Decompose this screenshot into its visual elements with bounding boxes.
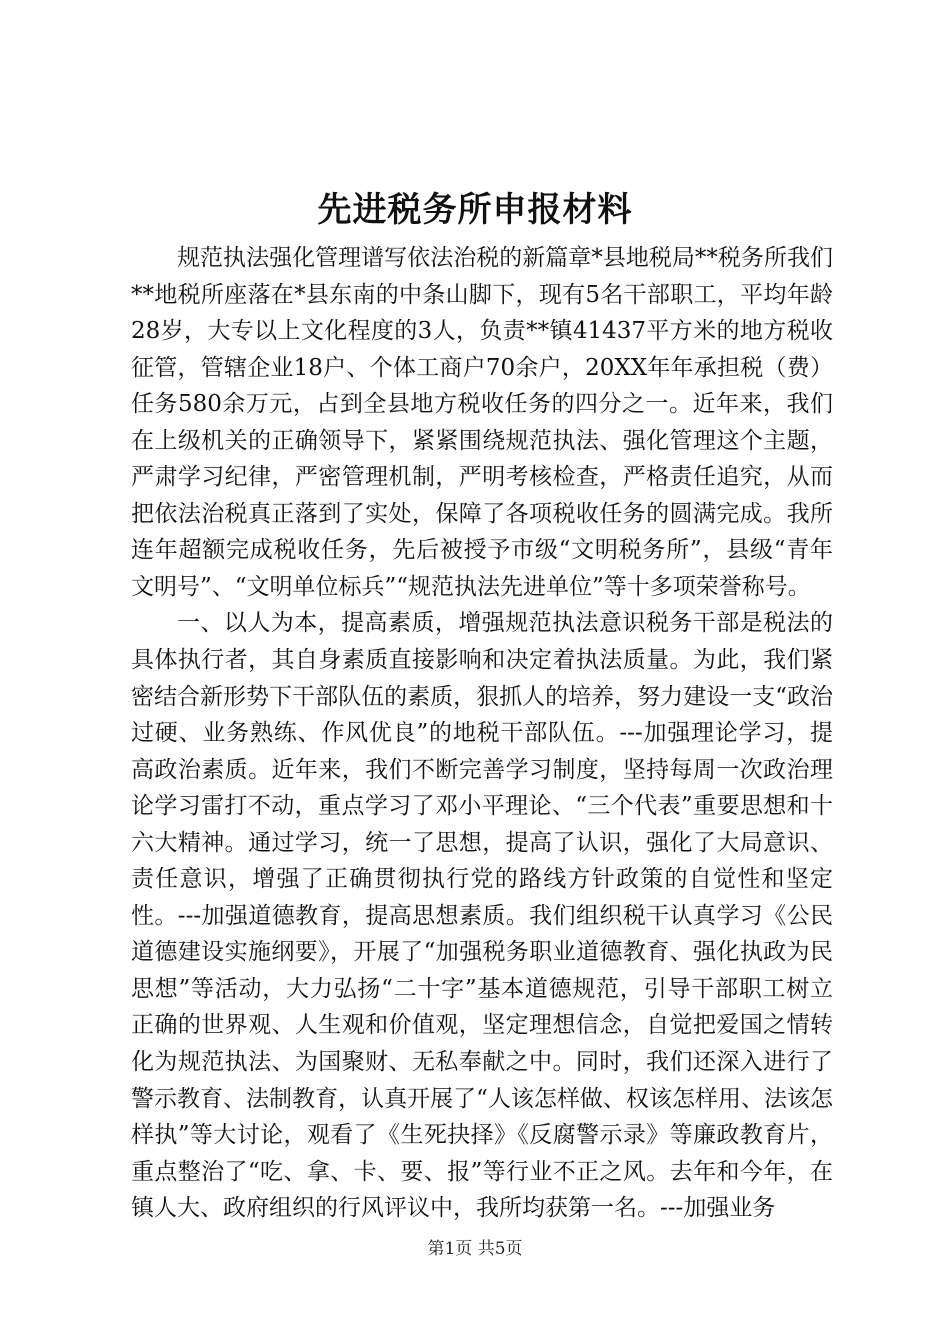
document-title: 先进税务所申报材料 [317, 190, 633, 230]
paragraph-section-one: 一、以人为本，提高素质，增强规范执法意识税务干部是税法的具体执行者，其自身素质直接影响和决定着执法质量。为此，我们紧密结合新形势下干部队伍的素质，狠抓人的培养，努力建设一支“政治过硬、业务熟练、作风优良”的地税干部队伍。---加强理论学习，提高政治素质。近年来，我们不断完善学习制度，坚持每周一次政治理论学习雷打不动，重点学习了邓小平理论、“三个代表”重要思想和十六大精神。通过学习，统一了思想，提高了认识，强化了大局意识、责任意识，增强了正确贯彻执行党的路线方针政策的自觉性和坚定性。---加强道德教育，提高思想素质。我们组织税干认真学习《公民道德建设实施纲要》，开展了“加强税务职业道德教育、强化执政为民思想”等活动，大力弘扬“二十字”基本道德规范，引导干部职工树立正确的世界观、人生观和价值观，坚定理想信念，自觉把爱国之情转化为规范执法、为国聚财、无私奉献之中。同时，我们还深入进行了警示教育、法制教育，认真开展了“人该怎样做、权该怎样用、法该怎样执”等大讨论，观看了《生死抉择》《反腐警示录》等廉政教育片，重点整治了“吃、拿、卡、要、报”等行业不正之风。去年和今年，在镇人大、政府组织的行风评议中，我所均获第一名。---加强业务 [131, 610, 833, 1222]
paragraph-intro: 规范执法强化管理谱写依法治税的新篇章*县地税局**税务所我们**地税所座落在*县东南的中条山脚下，现有5名干部职工，平均年龄28岁，大专以上文化程度的3人，负责**镇41437平方米的地方税收征管，管辖企业18户、个体工商户70余户，20XX年年承担税（费）任务580余万元，占到全县地方税收任务的四分之一。近年来，我们在上级机关的正确领导下，紧紧围绕规范执法、强化管理这个主题，严肃学习纪律，严密管理机制，严明考核检查，严格责任追究，从而把依法治税真正落到了实处，保障了各项税收任务的圆满完成。我所连年超额完成税收任务，先后被授予市级“文明税务所”，县级“青年文明号”、“文明单位标兵”“规范执法先进单位”等十多项荣誉称号。 [131, 245, 833, 600]
document-body [131, 240, 833, 1227]
page-number-footer: 第1页 共5页 [427, 1239, 523, 1259]
